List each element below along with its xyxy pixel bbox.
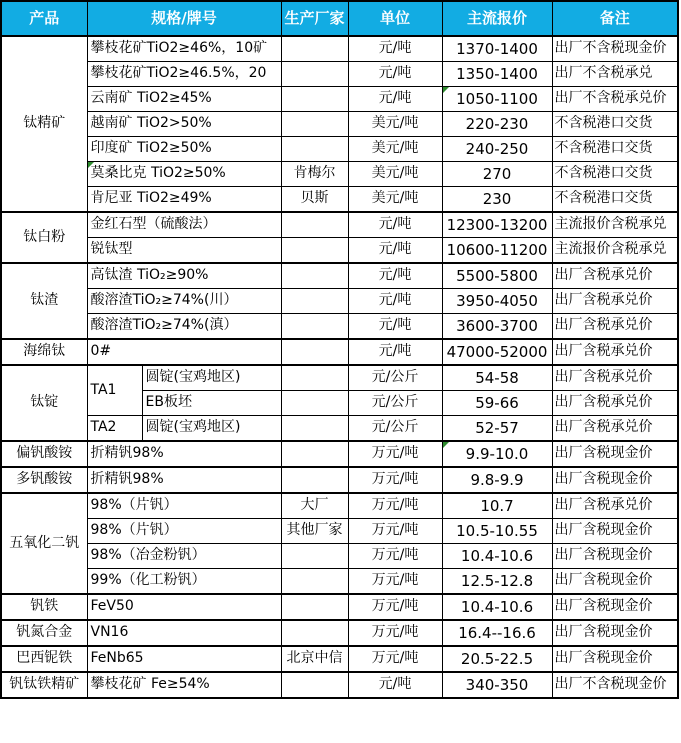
table-row bbox=[1, 137, 678, 162]
cell-price: 10.5-10.55 bbox=[442, 519, 552, 544]
cell-product: 偏钒酸铵 bbox=[1, 441, 87, 467]
cell-price: 220-230 bbox=[442, 112, 552, 137]
cell-unit: 美元/吨 bbox=[348, 162, 442, 187]
cell-note: 出厂含税承兑价 bbox=[552, 365, 678, 391]
cell-spec: 折精钒98% bbox=[87, 441, 281, 467]
cell-note: 出厂不含税承兑 bbox=[552, 62, 678, 87]
table-row bbox=[1, 162, 678, 187]
table-row bbox=[1, 646, 678, 672]
cell-spec: 印度矿 TiO2≥50% bbox=[87, 137, 281, 162]
cell-manufacturer bbox=[281, 87, 348, 112]
cell-unit: 元/吨 bbox=[348, 87, 442, 112]
cell-product: 多钒酸铵 bbox=[1, 467, 87, 493]
green-corner-flag-icon bbox=[443, 87, 449, 93]
cell-note: 出厂含税现金价 bbox=[552, 467, 678, 493]
cell-price: 10.7 bbox=[442, 493, 552, 519]
cell-spec: 98%（冶金粉钒） bbox=[87, 544, 281, 569]
table-row bbox=[1, 36, 678, 62]
cell-spec-form: 圆锭(宝鸡地区) bbox=[142, 365, 281, 391]
table-row bbox=[1, 238, 678, 264]
cell-product: 钛白粉 bbox=[1, 212, 87, 263]
cell-manufacturer bbox=[281, 137, 348, 162]
cell-note: 出厂含税承兑价 bbox=[552, 416, 678, 442]
cell-manufacturer bbox=[281, 62, 348, 87]
cell-spec: 金红石型（硫酸法） bbox=[87, 212, 281, 238]
col-header-price: 主流报价 bbox=[442, 1, 552, 36]
cell-note: 不含税港口交货 bbox=[552, 162, 678, 187]
cell-note: 出厂不含税承兑价 bbox=[552, 87, 678, 112]
cell-note: 出厂含税承兑价 bbox=[552, 289, 678, 314]
cell-note: 出厂含税现金价 bbox=[552, 646, 678, 672]
cell-manufacturer bbox=[281, 569, 348, 595]
cell-unit: 元/公斤 bbox=[348, 365, 442, 391]
cell-manufacturer bbox=[281, 339, 348, 365]
cell-note: 出厂含税承兑价 bbox=[552, 391, 678, 416]
cell-unit: 元/公斤 bbox=[348, 391, 442, 416]
cell-note: 出厂含税承兑价 bbox=[552, 493, 678, 519]
col-header-unit: 单位 bbox=[348, 1, 442, 36]
table-row bbox=[1, 339, 678, 365]
cell-price: 16.4--16.6 bbox=[442, 620, 552, 646]
cell-manufacturer bbox=[281, 36, 348, 62]
cell-spec: 攀枝花矿TiO2≥46.5%，20 bbox=[87, 62, 281, 87]
cell-spec-form: EB板坯 bbox=[142, 391, 281, 416]
cell-price: 52-57 bbox=[442, 416, 552, 442]
header-row bbox=[1, 1, 678, 36]
cell-manufacturer bbox=[281, 441, 348, 467]
col-header-spec: 规格/牌号 bbox=[87, 1, 281, 36]
cell-spec: 越南矿 TiO2>50% bbox=[87, 112, 281, 137]
cell-unit: 美元/吨 bbox=[348, 137, 442, 162]
cell-product: 钛精矿 bbox=[1, 36, 87, 212]
cell-price: 54-58 bbox=[442, 365, 552, 391]
cell-manufacturer bbox=[281, 544, 348, 569]
cell-manufacturer bbox=[281, 112, 348, 137]
table-row bbox=[1, 314, 678, 340]
cell-unit: 元/吨 bbox=[348, 36, 442, 62]
cell-unit: 美元/吨 bbox=[348, 112, 442, 137]
cell-product: 钛锭 bbox=[1, 365, 87, 441]
cell-product: 五氧化二钒 bbox=[1, 493, 87, 594]
green-corner-flag-icon bbox=[88, 162, 94, 168]
cell-note: 出厂含税现金价 bbox=[552, 519, 678, 544]
cell-unit: 元/吨 bbox=[348, 263, 442, 289]
cell-note: 出厂含税现金价 bbox=[552, 569, 678, 595]
cell-note: 出厂不含税现金价 bbox=[552, 36, 678, 62]
col-header-note: 备注 bbox=[552, 1, 678, 36]
cell-note: 不含税港口交货 bbox=[552, 187, 678, 213]
cell-unit: 万元/吨 bbox=[348, 620, 442, 646]
cell-unit: 万元/吨 bbox=[348, 467, 442, 493]
cell-price: 230 bbox=[442, 187, 552, 213]
cell-spec: 99%（化工粉钒） bbox=[87, 569, 281, 595]
cell-unit: 元/吨 bbox=[348, 339, 442, 365]
cell-manufacturer bbox=[281, 314, 348, 340]
cell-note: 出厂含税现金价 bbox=[552, 620, 678, 646]
table-row bbox=[1, 263, 678, 289]
cell-price: 59-66 bbox=[442, 391, 552, 416]
cell-price: 10600-11200 bbox=[442, 238, 552, 264]
table-row bbox=[1, 620, 678, 646]
cell-spec: FeV50 bbox=[87, 594, 281, 620]
cell-unit: 元/吨 bbox=[348, 62, 442, 87]
table-row bbox=[1, 467, 678, 493]
cell-note: 不含税港口交货 bbox=[552, 137, 678, 162]
cell-manufacturer bbox=[281, 365, 348, 391]
cell-unit: 元/吨 bbox=[348, 314, 442, 340]
cell-spec: 云南矿 TiO2≥45% bbox=[87, 87, 281, 112]
cell-note: 不含税港口交货 bbox=[552, 112, 678, 137]
col-header-manufacturer: 生产厂家 bbox=[281, 1, 348, 36]
table-row bbox=[1, 212, 678, 238]
cell-manufacturer bbox=[281, 672, 348, 698]
cell-price: 3950-4050 bbox=[442, 289, 552, 314]
cell-spec: 锐钛型 bbox=[87, 238, 281, 264]
cell-note: 主流报价含税承兑 bbox=[552, 238, 678, 264]
cell-price: 9.9-10.0 bbox=[442, 441, 552, 467]
cell-note: 出厂含税承兑价 bbox=[552, 339, 678, 365]
table-row bbox=[1, 594, 678, 620]
cell-manufacturer: 肯梅尔 bbox=[281, 162, 348, 187]
cell-product: 钒钛铁精矿 bbox=[1, 672, 87, 698]
cell-price: 1050-1100 bbox=[442, 87, 552, 112]
cell-manufacturer bbox=[281, 263, 348, 289]
cell-unit: 元/吨 bbox=[348, 238, 442, 264]
cell-product: 钒氮合金 bbox=[1, 620, 87, 646]
cell-price: 240-250 bbox=[442, 137, 552, 162]
cell-spec: 酸溶渣TiO₂≥74%(滇） bbox=[87, 314, 281, 340]
cell-note: 主流报价含税承兑 bbox=[552, 212, 678, 238]
cell-manufacturer: 大厂 bbox=[281, 493, 348, 519]
cell-product: 钛渣 bbox=[1, 263, 87, 339]
table-row bbox=[1, 62, 678, 87]
table-row bbox=[1, 87, 678, 112]
table-row bbox=[1, 187, 678, 213]
cell-product: 钒铁 bbox=[1, 594, 87, 620]
cell-spec: 98%（片钒） bbox=[87, 493, 281, 519]
cell-spec: FeNb65 bbox=[87, 646, 281, 672]
cell-unit: 万元/吨 bbox=[348, 519, 442, 544]
cell-note: 出厂含税承兑价 bbox=[552, 263, 678, 289]
table-row bbox=[1, 365, 678, 391]
cell-unit: 美元/吨 bbox=[348, 187, 442, 213]
cell-manufacturer bbox=[281, 238, 348, 264]
cell-unit: 元/吨 bbox=[348, 289, 442, 314]
cell-manufacturer bbox=[281, 391, 348, 416]
cell-unit: 万元/吨 bbox=[348, 646, 442, 672]
cell-manufacturer bbox=[281, 212, 348, 238]
table-row bbox=[1, 493, 678, 519]
cell-spec: 折精钒98% bbox=[87, 467, 281, 493]
cell-spec-form: 圆锭(宝鸡地区) bbox=[142, 416, 281, 442]
price-table-header bbox=[1, 1, 678, 36]
cell-note: 出厂含税现金价 bbox=[552, 544, 678, 569]
cell-unit: 万元/吨 bbox=[348, 569, 442, 595]
cell-price: 9.8-9.9 bbox=[442, 467, 552, 493]
cell-manufacturer bbox=[281, 594, 348, 620]
cell-price: 12300-13200 bbox=[442, 212, 552, 238]
cell-manufacturer: 贝斯 bbox=[281, 187, 348, 213]
cell-product: 巴西铌铁 bbox=[1, 646, 87, 672]
table-row bbox=[1, 289, 678, 314]
cell-price: 47000-52000 bbox=[442, 339, 552, 365]
cell-manufacturer bbox=[281, 289, 348, 314]
cell-manufacturer bbox=[281, 416, 348, 442]
cell-spec-grade: TA1 bbox=[87, 365, 142, 416]
table-row bbox=[1, 672, 678, 698]
price-table-body bbox=[1, 36, 678, 698]
cell-unit: 万元/吨 bbox=[348, 594, 442, 620]
cell-unit: 元/吨 bbox=[348, 212, 442, 238]
table-row bbox=[1, 569, 678, 595]
table-row bbox=[1, 441, 678, 467]
cell-spec: 莫桑比克 TiO2≥50% bbox=[87, 162, 281, 187]
table-row bbox=[1, 416, 678, 442]
cell-price: 20.5-22.5 bbox=[442, 646, 552, 672]
cell-spec: 98%（片钒） bbox=[87, 519, 281, 544]
table-row bbox=[1, 544, 678, 569]
cell-price: 340-350 bbox=[442, 672, 552, 698]
cell-price: 1370-1400 bbox=[442, 36, 552, 62]
cell-spec: 攀枝花矿 Fe≥54% bbox=[87, 672, 281, 698]
cell-manufacturer bbox=[281, 467, 348, 493]
cell-note: 出厂含税现金价 bbox=[552, 441, 678, 467]
cell-price: 10.4-10.6 bbox=[442, 594, 552, 620]
cell-price: 1350-1400 bbox=[442, 62, 552, 87]
table-row bbox=[1, 519, 678, 544]
cell-unit: 万元/吨 bbox=[348, 493, 442, 519]
cell-manufacturer: 其他厂家 bbox=[281, 519, 348, 544]
cell-spec: 攀枝花矿TiO2≥46%，10矿 bbox=[87, 36, 281, 62]
cell-spec: VN16 bbox=[87, 620, 281, 646]
cell-price: 270 bbox=[442, 162, 552, 187]
cell-unit: 万元/吨 bbox=[348, 441, 442, 467]
cell-price: 3600-3700 bbox=[442, 314, 552, 340]
cell-price: 12.5-12.8 bbox=[442, 569, 552, 595]
cell-note: 出厂含税现金价 bbox=[552, 594, 678, 620]
cell-spec: 高钛渣 TiO₂≥90% bbox=[87, 263, 281, 289]
cell-spec: 0# bbox=[87, 339, 281, 365]
cell-product: 海绵钛 bbox=[1, 339, 87, 365]
cell-spec: 酸溶渣TiO₂≥74%(川） bbox=[87, 289, 281, 314]
cell-unit: 元/公斤 bbox=[348, 416, 442, 442]
table-row bbox=[1, 112, 678, 137]
green-corner-flag-icon bbox=[443, 442, 449, 448]
cell-spec-grade: TA2 bbox=[87, 416, 142, 442]
cell-manufacturer bbox=[281, 620, 348, 646]
cell-price: 5500-5800 bbox=[442, 263, 552, 289]
cell-unit: 元/吨 bbox=[348, 672, 442, 698]
cell-price: 10.4-10.6 bbox=[442, 544, 552, 569]
cell-unit: 万元/吨 bbox=[348, 544, 442, 569]
cell-spec: 肯尼亚 TiO2≥49% bbox=[87, 187, 281, 213]
cell-note: 出厂不含税现金价 bbox=[552, 672, 678, 698]
cell-manufacturer: 北京中信 bbox=[281, 646, 348, 672]
col-header-product: 产品 bbox=[1, 1, 87, 36]
cell-note: 出厂含税承兑价 bbox=[552, 314, 678, 340]
